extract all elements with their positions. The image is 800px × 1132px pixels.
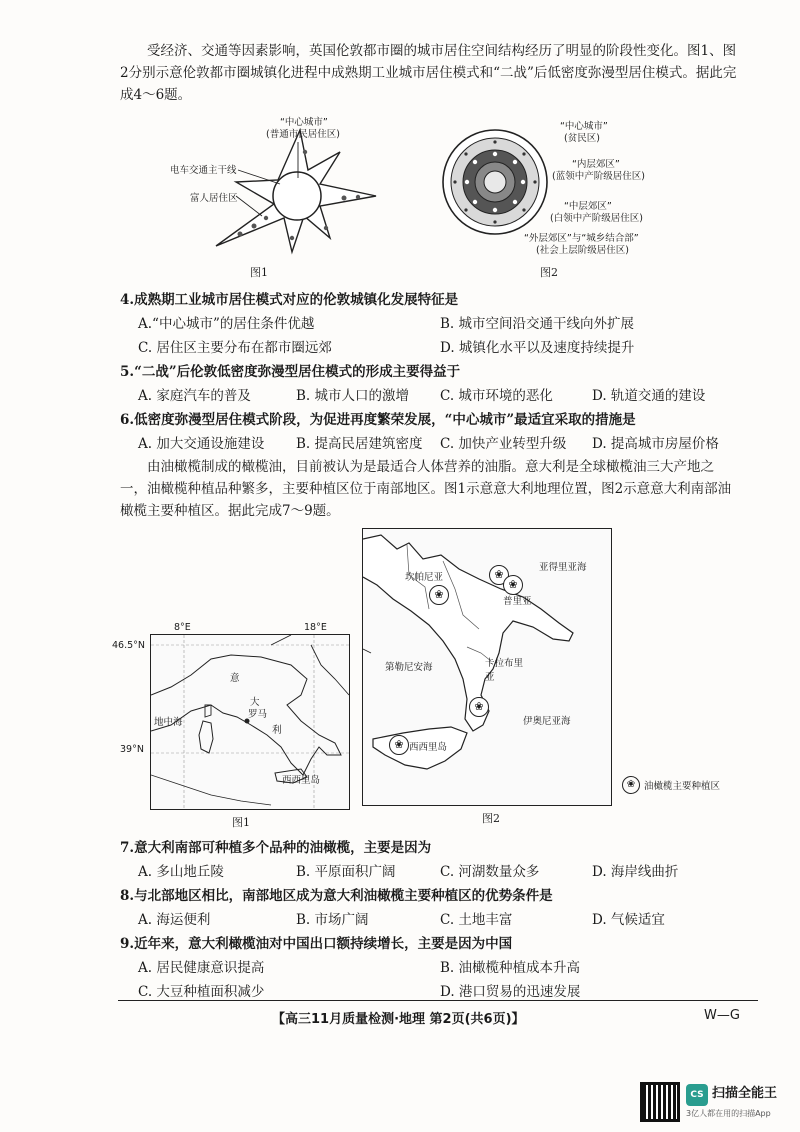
q9-option-a[interactable]: A. 居民健康意识提高: [138, 960, 265, 976]
olive-symbol-icon: ❀: [469, 697, 489, 717]
map1-lon-8e: 8°E: [174, 622, 191, 633]
q6-option-c[interactable]: C. 加快产业转型升级: [440, 436, 567, 452]
fig2-center-label: “中心城市”: [560, 121, 608, 132]
q5-option-a[interactable]: A. 家庭汽车的普及: [138, 388, 251, 404]
map2-tyrrhenian: 第勒尼安海: [385, 662, 433, 673]
q7-option-d[interactable]: D. 海岸线曲折: [592, 864, 679, 880]
legend-label: 油橄榄主要种植区: [644, 781, 721, 792]
map1-caption: 图1: [232, 816, 250, 829]
q6-option-b[interactable]: B. 提高民居建筑密度: [296, 436, 423, 452]
q9-option-d[interactable]: D. 港口贸易的迅速发展: [440, 984, 581, 1000]
q8-option-b[interactable]: B. 市场广阔: [296, 912, 369, 928]
q8-option-d[interactable]: D. 气候适宜: [592, 912, 665, 928]
map1-sicily: 西西里岛: [282, 775, 321, 786]
map1-sea: 地中海: [154, 717, 183, 728]
q7-option-c[interactable]: C. 河湖数量众多: [440, 864, 540, 880]
question-5: 5.“二战”后伦敦低密度弥漫型居住模式的形成主要得益于: [120, 364, 461, 380]
q9-option-b[interactable]: B. 油橄榄种植成本升高: [440, 960, 581, 976]
olive-symbol-icon: ❀: [503, 575, 523, 595]
fig2-center-sub: (贫民区): [564, 133, 600, 144]
map1-lon-18e: 18°E: [304, 622, 327, 633]
map1-lat-39n: 39°N: [120, 744, 144, 755]
fig2-caption: 图2: [540, 266, 558, 279]
scanner-brand: 扫描全能王: [712, 1086, 778, 1101]
fig1-tram-label: 电车交通主干线: [170, 165, 237, 176]
fig2-middle-label: “中层郊区”: [564, 201, 612, 212]
map-1-italy-location: [112, 622, 352, 832]
map2-ionian: 伊奥尼亚海: [523, 716, 571, 727]
fig1-center-label: “中心城市”: [280, 117, 328, 128]
fig1-rich-label: 富人居住区: [190, 193, 238, 204]
map1-rome: 罗马: [248, 709, 268, 720]
scanner-logo-icon: CS: [686, 1084, 708, 1106]
page-footer: 【高三11月质量检测·地理 第2页(共6页)】: [272, 1012, 525, 1027]
fig2-inner-sub: (蓝领中产阶级居住区): [552, 171, 645, 182]
figure-1-star-city: [170, 112, 390, 282]
map2-campania: 坎帕尼亚: [405, 572, 444, 583]
q6-option-a[interactable]: A. 加大交通设施建设: [138, 436, 265, 452]
fig2-inner-label: “内层郊区”: [572, 159, 620, 170]
map2-apulia: 普里亚: [503, 596, 532, 607]
q6-option-d[interactable]: D. 提高城市房屋价格: [592, 436, 719, 452]
q8-option-c[interactable]: C. 土地丰富: [440, 912, 513, 928]
q4-option-b[interactable]: B. 城市空间沿交通干线向外扩展: [440, 316, 635, 332]
olive-symbol-icon: ❀: [389, 735, 409, 755]
q8-option-a[interactable]: A. 海运便利: [138, 912, 211, 928]
map1-country-3: 利: [272, 725, 282, 736]
intro-paragraph-1: 受经济、交通等因素影响，英国伦敦都市圈的城市居住空间结构经历了明显的阶段性变化。图1、图2分别示意伦敦都市圈城镇化进程中成熟期工业城市居住模式和“二战”后低密度弥漫型居住模式。据此完成4～6题。: [120, 43, 737, 103]
map1-lat-46-5n: 46.5°N: [112, 640, 146, 651]
question-4: 4.成熟期工业城市居住模式对应的伦敦城镇化发展特征是: [120, 292, 459, 308]
q5-option-c[interactable]: C. 城市环境的恶化: [440, 388, 553, 404]
question-8: 8.与北部地区相比，南部地区成为意大利油橄榄主要种植区的优势条件是: [120, 888, 553, 904]
fig2-outer-sub: (社会上层阶级居住区): [536, 245, 629, 256]
paper-code: W—G: [704, 1008, 740, 1023]
question-9: 9.近年来，意大利橄榄油对中国出口额持续增长，主要是因为中国: [120, 936, 513, 952]
map2-legend: [622, 776, 720, 794]
q4-option-d[interactable]: D. 城镇化水平以及速度持续提升: [440, 340, 635, 356]
map2-caption: 图2: [482, 812, 500, 825]
question-6: 6.低密度弥漫型居住模式阶段，为促进再度繁荣发展，“中心城市”最适宜采取的措施是: [120, 412, 636, 428]
olive-symbol-icon: ❀: [489, 565, 509, 585]
q7-option-b[interactable]: B. 平原面积广阔: [296, 864, 396, 880]
q9-option-c[interactable]: C. 大豆种植面积减少: [138, 984, 265, 1000]
fig1-center-sub: (普通市民居住区): [266, 129, 340, 140]
map2-sicily: 西西里岛: [409, 742, 448, 753]
q4-option-c[interactable]: C. 居住区主要分布在都市圈远郊: [138, 340, 332, 356]
q7-option-a[interactable]: A. 多山地丘陵: [138, 864, 224, 880]
fig2-middle-sub: (白领中产阶级居住区): [550, 213, 643, 224]
fig2-outer-label: “外层郊区”与“城乡结合部”: [524, 233, 639, 244]
q4-option-a[interactable]: A.“中心城市”的居住条件优越: [138, 316, 315, 332]
qr-code-icon: [640, 1082, 680, 1122]
map-2-southern-italy: [362, 528, 612, 806]
footer-divider: [118, 1000, 758, 1001]
map2-calabria: 卡拉布里亚: [485, 658, 524, 683]
olive-symbol-icon: ❀: [429, 585, 449, 605]
figure-2-concentric-city: [440, 112, 680, 282]
q5-option-b[interactable]: B. 城市人口的激增: [296, 388, 410, 404]
question-7: 7.意大利南部可种植多个品种的油橄榄，主要是因为: [120, 840, 432, 856]
map1-country-2: 大: [250, 697, 260, 708]
map1-country-1: 意: [230, 673, 240, 684]
fig1-caption: 图1: [250, 266, 268, 279]
map2-adriatic: 亚得里亚海: [539, 562, 587, 573]
scanner-tagline: 3亿人都在用的扫描App: [686, 1109, 771, 1118]
olive-legend-icon: ❀: [622, 776, 640, 794]
q5-option-d[interactable]: D. 轨道交通的建设: [592, 388, 706, 404]
intro-paragraph-2: 由油橄榄制成的橄榄油，目前被认为是最适合人体营养的油脂。意大利是全球橄榄油三大产地之一，油橄榄种植品种繁多，主要种植区位于南部地区。图1示意意大利地理位置，图2示意意大利南部油橄榄主要种植区。据此完成7～9题。: [120, 459, 732, 519]
